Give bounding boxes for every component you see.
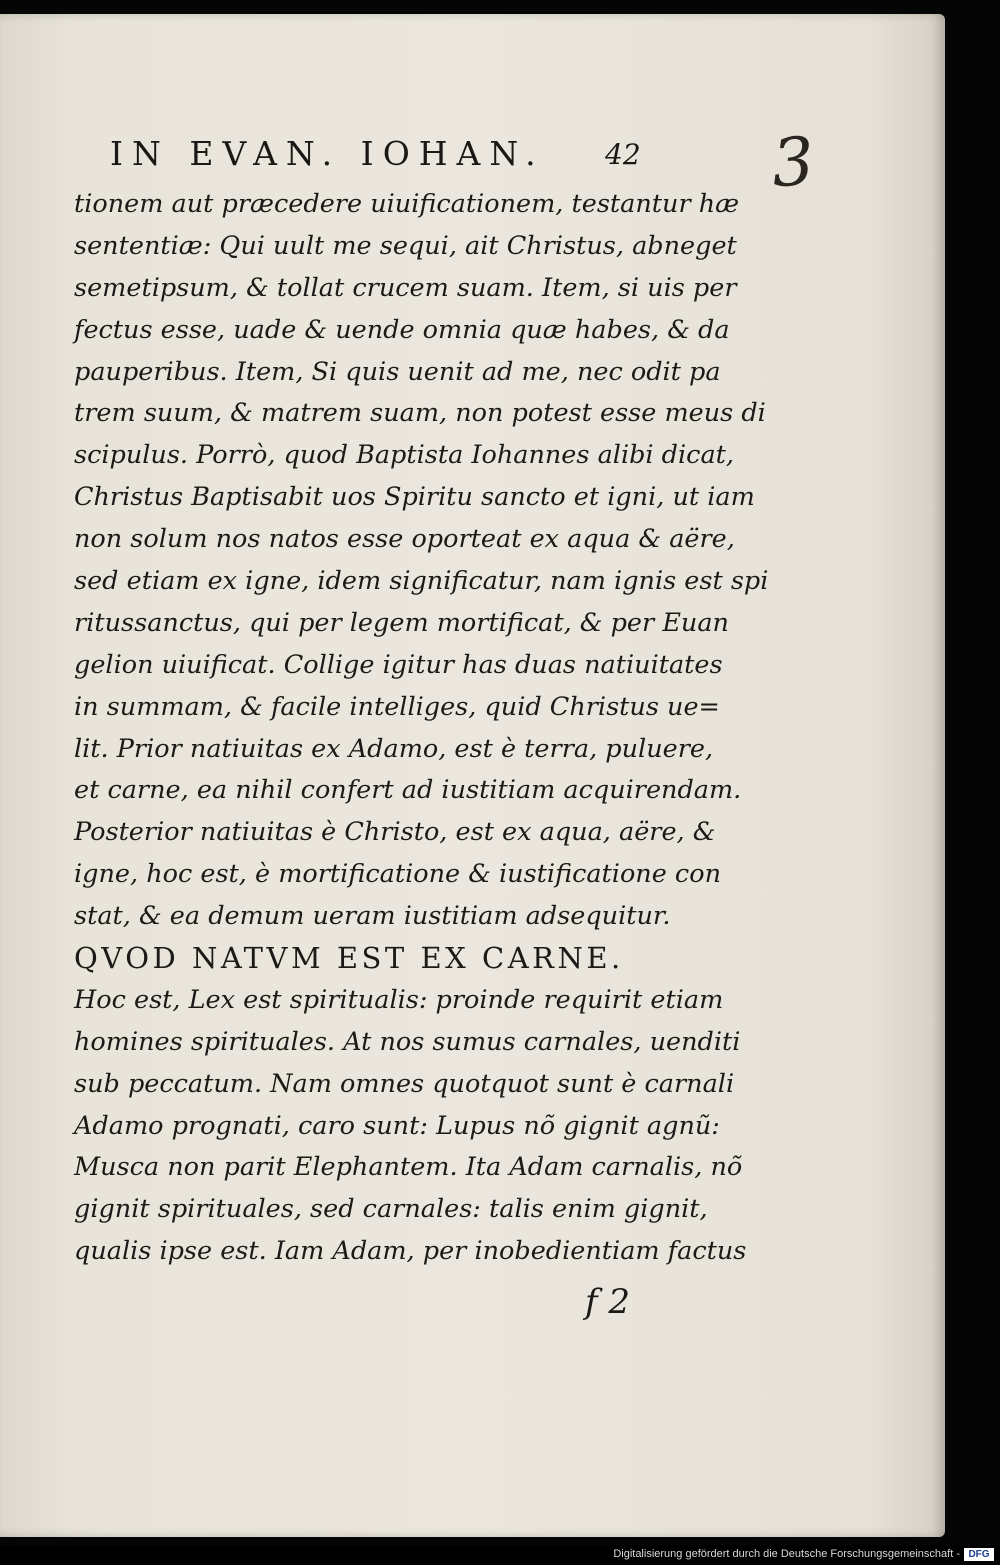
dfg-logo: DFG	[964, 1548, 994, 1561]
running-title: IN EVAN. IOHAN.	[110, 134, 545, 173]
book-page	[0, 14, 945, 1537]
digitization-footer	[0, 1545, 1000, 1565]
text-line: fectus esse, uade & uende omnia quæ habes, & da	[74, 314, 730, 345]
text-line: Hoc est, Lex est spiritualis: proinde requirit etiam	[74, 984, 724, 1015]
text-line: non solum nos natos esse oporteat ex aqua & aëre,	[74, 524, 735, 555]
text-line: qualis ipse est. Iam Adam, per inobedientiam factus	[74, 1236, 747, 1267]
text-line: Christus Baptisabit uos Spiritu sancto et igni, ut iam	[74, 482, 755, 513]
text-line: sententiæ: Qui uult me sequi, ait Christus, abneget	[74, 230, 737, 261]
text-line: gelion uiuificat. Collige igitur has duas natiuitates	[74, 649, 723, 680]
text-line: gignit spirituales, sed carnales: talis enim gignit,	[74, 1194, 708, 1225]
handwritten-folio-number: 3	[769, 122, 817, 203]
text-line: sub peccatum. Nam omnes quotquot sunt è carnali	[74, 1068, 735, 1099]
body-text	[74, 184, 769, 1273]
text-line: Musca non parit Elephantem. Ita Adam carnalis, nõ	[74, 1152, 743, 1183]
text-line: stat, & ea demum ueram iustitiam adsequitur.	[74, 901, 671, 932]
text-line: pauperibus. Item, Si quis uenit ad me, nec odit pa	[74, 356, 721, 387]
page-header	[110, 134, 670, 182]
text-line: Adamo prognati, caro sunt: Lupus nõ gignit agnũ:	[74, 1110, 720, 1141]
text-line: in summam, & facile intelliges, quid Christus ue=	[74, 691, 720, 722]
text-line: homines spirituales. At nos sumus carnales, uenditi	[74, 1026, 741, 1057]
text-line: Posterior natiuitas è Christo, est ex aqua, aëre, &	[74, 817, 716, 848]
text-line: ritussanctus, qui per legem mortificat, & per Euan	[74, 607, 729, 638]
text-line: tionem aut præcedere uiuificationem, testantur hæ	[74, 189, 740, 219]
text-line: et carne, ea nihil confert ad iustitiam acquirendam.	[74, 775, 742, 806]
text-line: igne, hoc est, è mortificatione & iustificatione con	[74, 859, 721, 890]
text-line: trem suum, & matrem suam, non potest esse meus di	[74, 398, 766, 429]
signature-mark: f 2	[585, 1282, 631, 1322]
section-heading: QVOD NATVM EST EX CARNE.	[74, 941, 624, 976]
page-number: 42	[605, 138, 641, 171]
text-line: scipulus. Porrò, quod Baptista Iohannes alibi dicat,	[74, 440, 734, 471]
footer-credit: Digitalisierung gefördert durch die Deutsche Forschungsgemeinschaft -	[613, 1548, 960, 1560]
text-line: semetipsum, & tollat crucem suam. Item, si uis per	[74, 272, 737, 303]
text-line: lit. Prior natiuitas ex Adamo, est è terra, puluere,	[74, 733, 714, 764]
text-line: sed etiam ex igne, idem significatur, nam ignis est spi	[74, 566, 769, 597]
